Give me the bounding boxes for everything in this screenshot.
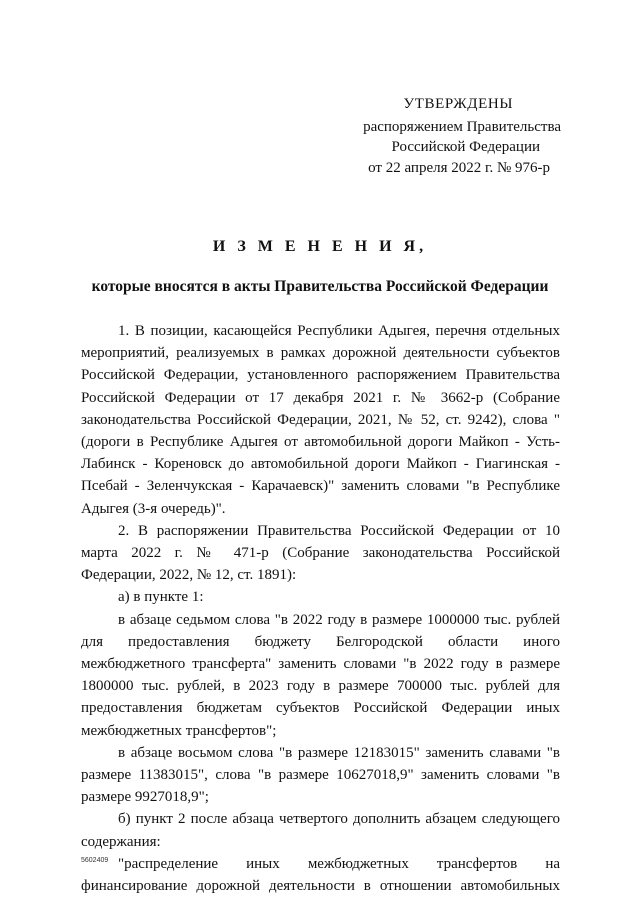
approval-block: [0, 94, 561, 178]
approval-line-2: Российской Федерации: [391, 139, 540, 155]
paragraph-2: 2. В распоряжении Правительства Российской Федерации от 10 марта 2022 г. № 471-р (Собрание законодательства Российской Федерации, 2022, № 12, ст. 1891):: [81, 522, 560, 584]
paragraph-1: 1. В позиции, касающейся Республики Адыгея, перечня отдельных мероприятий, реализуемых в рамках дорожной деятельности субъектов Российской Федерации, установленного распоряжением Правительства Российской Федерации от 17 декабря 2021 г. № 3662-р (Собрание законодательства Российской Федерации, 2021, № 52, ст. 9242), слова "(дороги в Республике Адыгея от автомобильной дороги Майкоп - Усть-Лабинск - Кореновск до автомобильной дороги Майкоп - Гиагинская - Псебай - Зеленчукская - Карачаевск)" заменить словами "в Республике Адыгея (3-я очередь)".: [81, 323, 560, 517]
document-subtitle: которые вносятся в акты Правительства Российской Федерации: [91, 278, 549, 295]
document-title: И З М Е Н Е Н И Я,: [212, 238, 428, 255]
paragraph-2a-2: в абзаце восьмом слова "в размере 12183015" заменить славами "в размере 11383015", слова "в размере 10627018,9" заменить словами "в размере 9927018,9";: [81, 744, 560, 806]
approval-heading: УТВЕРЖДЕНЫ: [403, 96, 513, 112]
document-body: [81, 320, 560, 897]
approval-line-3: от 22 апреля 2022 г. № 976-р: [368, 159, 550, 176]
paragraph-2b: б) пункт 2 после абзаца четвертого дополнить абзацем следующего содержания:: [81, 811, 560, 850]
paragraph-2a: а) в пункте 1:: [118, 589, 204, 606]
footer-code: 5602409: [81, 857, 109, 864]
paragraph-2a-1: в абзаце седьмом слова "в 2022 году в размере 1000000 тыс. рублей для предоставления бюджету Белгородской области иного межбюджетного трансферта" заменить словами "в 2022 году в размере 1800000 тыс. рублей, в 2023 году в размере 700000 тыс. рублей для предоставления бюджетам субъектов Российской Федерации иных межбюджетных трансфертов";: [81, 611, 560, 739]
approval-line-1: распоряжением Правительства: [363, 118, 561, 135]
paragraph-2b-quote: "распределение иных межбюджетных трансфертов на финансирование дорожной деятельности в отношении автомобильных: [81, 855, 560, 895]
